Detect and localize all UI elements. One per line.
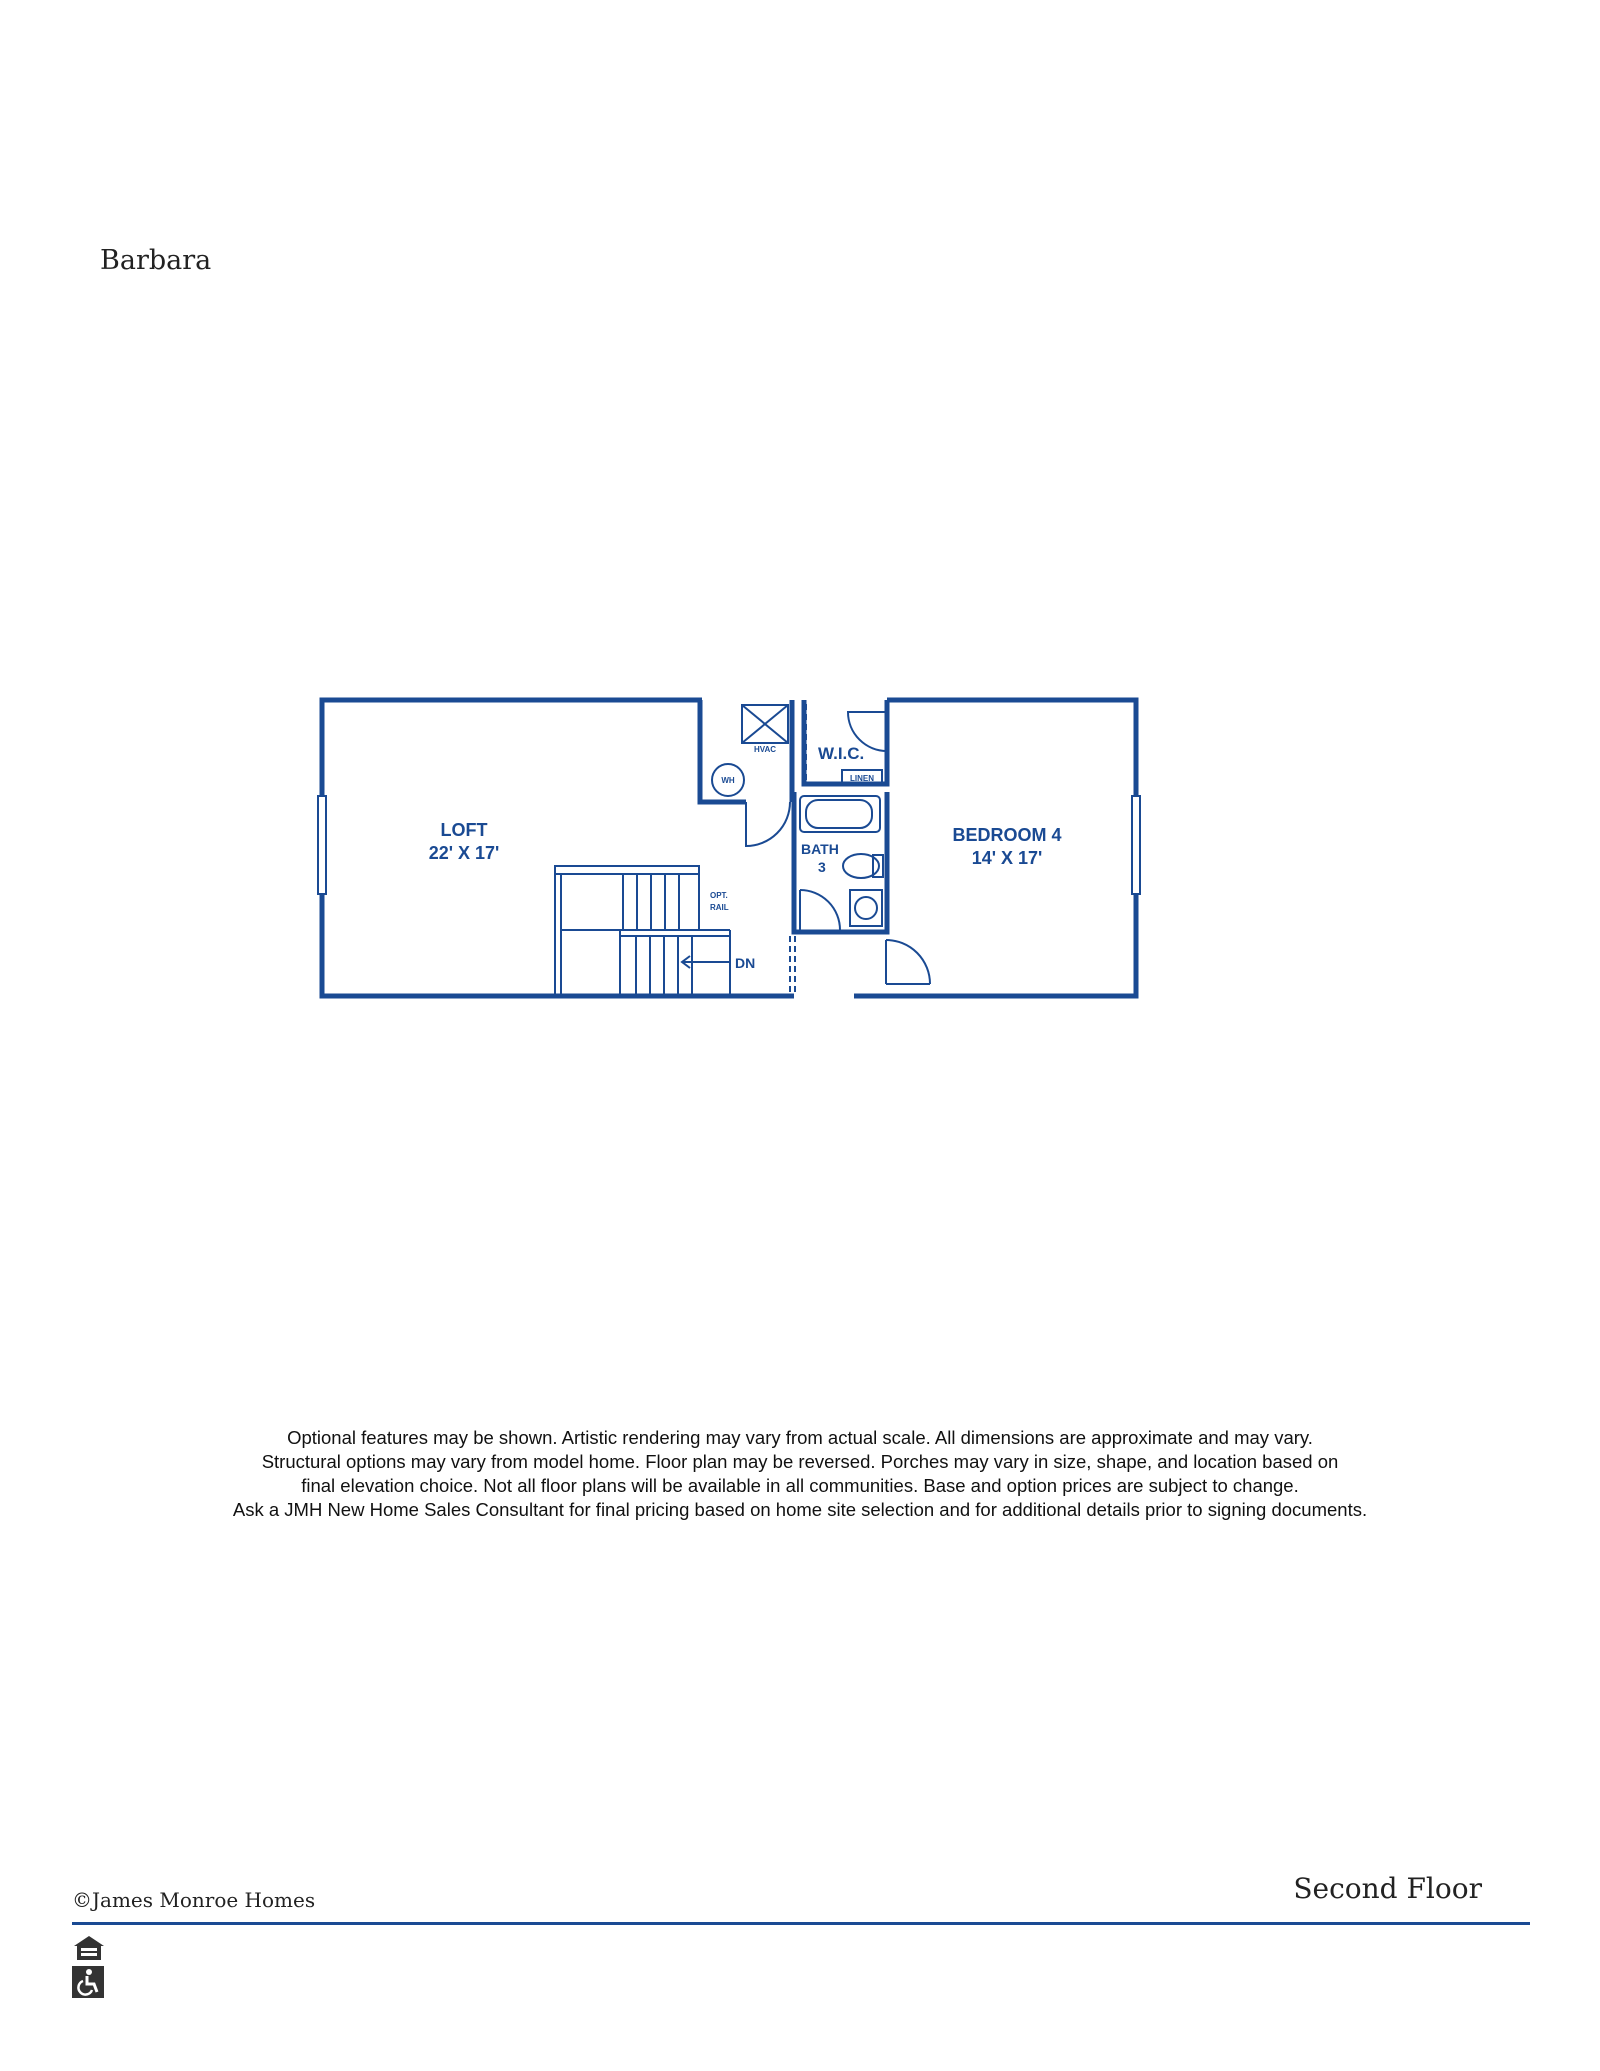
bedroom-window <box>1132 796 1140 894</box>
stairs-down-label: DN <box>735 955 756 971</box>
disclaimer-line: Ask a JMH New Home Sales Consultant for final pricing based on home site selection and for additional details prior to signing documents. <box>232 1499 1368 1520</box>
footer-rule <box>72 1922 1530 1925</box>
staircase <box>555 866 730 996</box>
hvac-closet-wall <box>700 700 746 802</box>
outer-wall <box>322 700 794 996</box>
bedroom-size: 14' X 17' <box>971 848 1043 868</box>
opt-rail-label: OPT. <box>710 891 728 900</box>
wh-label: WH <box>721 776 735 785</box>
disclaimer <box>150 1426 1450 1522</box>
copyright: ©James Monroe Homes <box>72 1888 316 1912</box>
hvac-label: HVAC <box>753 745 777 754</box>
loft-size: 22' X 17' <box>428 843 500 863</box>
bath-number: 3 <box>818 859 826 875</box>
bedroom-label: BEDROOM 4 <box>952 825 1062 845</box>
accessibility-icon <box>72 1966 104 1998</box>
loft-label: LOFT <box>440 820 488 840</box>
floor-label: Second Floor <box>1293 1872 1482 1905</box>
plan-name: Barbara <box>100 245 212 276</box>
bath-label: BATH <box>801 841 839 857</box>
disclaimer-line: final elevation choice. Not all floor plans will be available in all communities. Base and option prices are subject to change. <box>301 1475 1299 1496</box>
wic-label: W.I.C. <box>818 744 865 763</box>
disclaimer-line: Optional features may be shown. Artistic rendering may vary from actual scale. All dimensions are approximate and may vary. <box>287 1427 1313 1448</box>
linen-label: LINEN <box>850 774 874 783</box>
disclaimer-line: Structural options may vary from model home. Floor plan may be reversed. Porches may vary in size, shape, and location based on <box>261 1451 1339 1472</box>
bedroom-door-swing <box>886 940 930 984</box>
bath-door-swing <box>800 890 840 930</box>
opt-rail-label-2: RAIL <box>710 903 729 912</box>
equal-housing-icon <box>72 1934 106 1962</box>
closet-door-swing <box>746 802 790 846</box>
loft-window <box>318 796 326 894</box>
